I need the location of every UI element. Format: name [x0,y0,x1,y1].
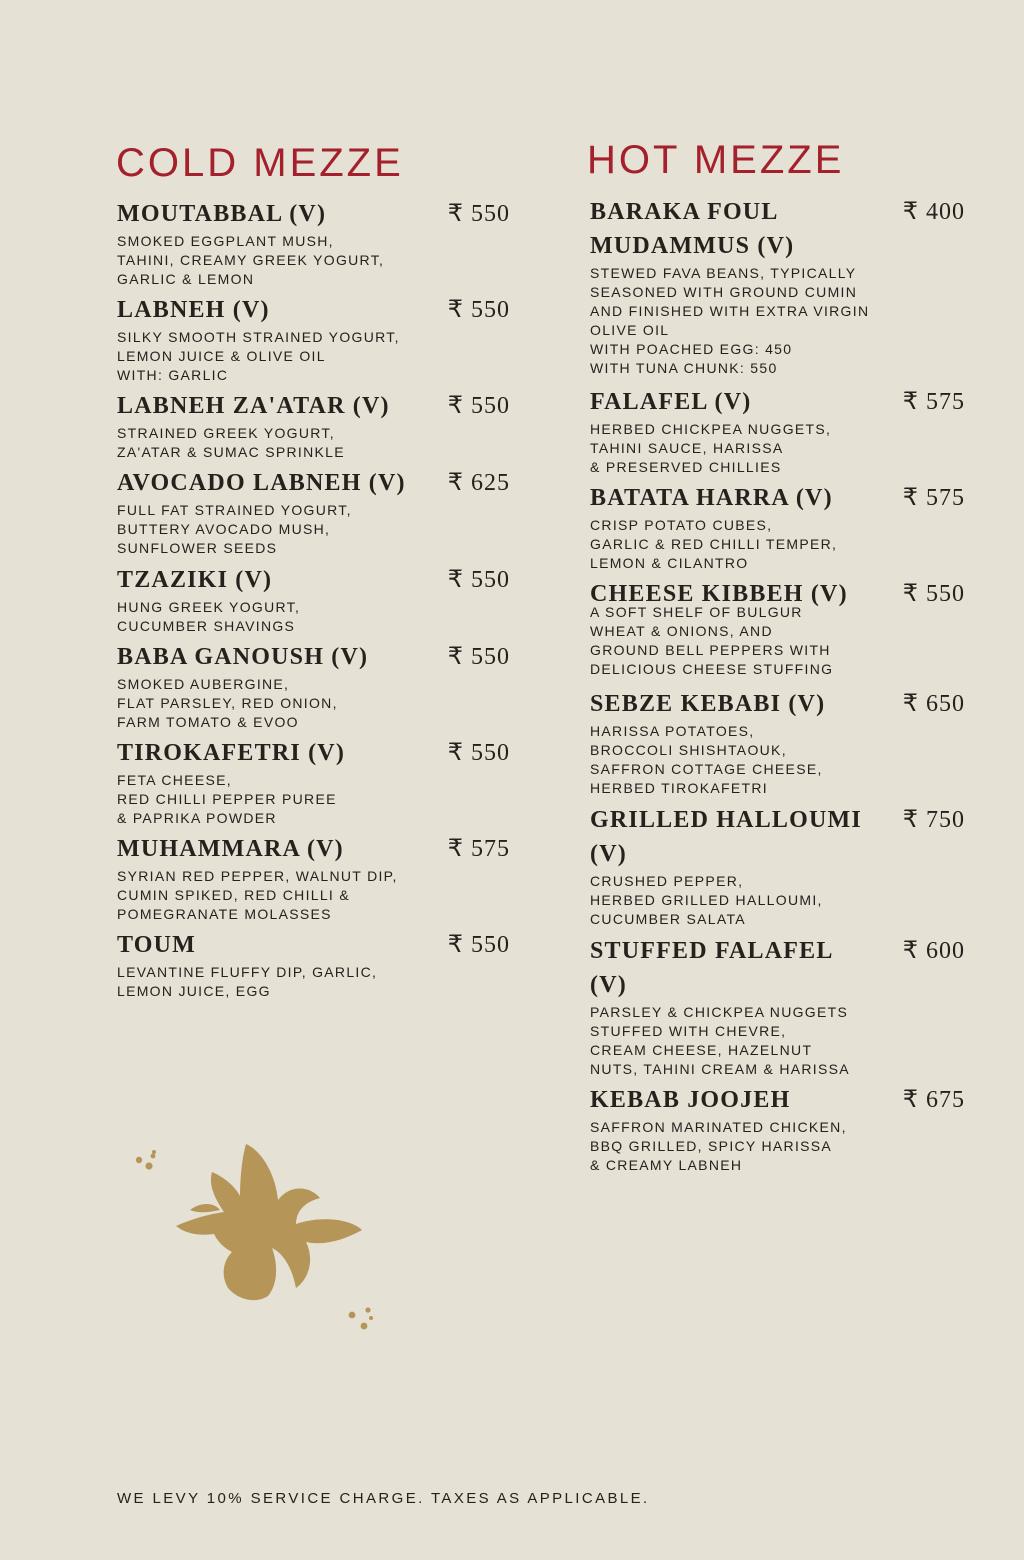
cold-menu-item [117,640,510,732]
hot-menu-item [590,385,965,477]
item-name: BATATA HARRA (V) [590,485,833,511]
item-name: GRILLED HALLOUMI [590,807,862,833]
item-description: SAFFRON MARINATED CHICKEN, BBQ GRILLED, SPICY HARISSA & CREAMY LABNEH [590,1119,847,1173]
hot-menu-item [590,1083,965,1175]
item-price: ₹ 550 [447,297,510,323]
cold-mezze-title: COLD MEZZE [116,141,404,185]
item-description: A SOFT SHELF OF BULGUR WHEAT & ONIONS, AND GROUND BELL PEPPERS WITH DELICIOUS CHEESE STUFFING [590,604,834,677]
item-name: CHEESE KIBBEH (V) [590,581,848,607]
hot-menu-item [590,934,965,1079]
item-description: HERBED CHICKPEA NUGGETS, TAHINI SAUCE, HARISSA & PRESERVED CHILLIES [590,421,832,475]
item-description: SMOKED EGGPLANT MUSH, TAHINI, CREAMY GREEK YOGURT, GARLIC & LEMON [117,233,385,287]
item-price: ₹ 625 [447,470,510,496]
item-price: ₹ 550 [447,393,510,419]
item-description: SMOKED AUBERGINE, FLAT PARSLEY, RED ONION, FARM TOMATO & EVOO [117,676,338,730]
item-name: TIROKAFETRI (V) [117,740,346,766]
item-name: KEBAB JOOJEH [590,1087,791,1113]
item-price: ₹ 550 [447,740,510,766]
item-description: FETA CHEESE, RED CHILLI PEPPER PUREE & PAPRIKA POWDER [117,772,337,826]
item-name: AVOCADO LABNEH (V) [117,470,406,496]
item-name: BARAKA FOUL [590,199,779,225]
item-description: SYRIAN RED PEPPER, WALNUT DIP, CUMIN SPIKED, RED CHILLI & POMEGRANATE MOLASSES [117,868,398,922]
item-name: FALAFEL (V) [590,389,752,415]
item-description: CRISP POTATO CUBES, GARLIC & RED CHILLI TEMPER, LEMON & CILANTRO [590,517,838,571]
item-price: ₹ 550 [902,581,965,607]
item-description: CRUSHED PEPPER, HERBED GRILLED HALLOUMI, CUCUMBER SALATA [590,873,823,927]
gold-flower-icon [128,1138,378,1338]
hot-mezze-title: HOT MEZZE [587,138,845,182]
item-description: HUNG GREEK YOGURT, CUCUMBER SHAVINGS [117,599,301,634]
item-price: ₹ 575 [902,389,965,415]
item-description: FULL FAT STRAINED YOGURT, BUTTERY AVOCADO MUSH, SUNFLOWER SEEDS [117,502,352,556]
item-price: ₹ 600 [902,938,965,964]
hot-menu-item [590,577,965,679]
item-name-line2: MUDAMMUS (V) [590,233,795,259]
item-name-line2: (V) [590,972,627,998]
service-charge-note: WE LEVY 10% SERVICE CHARGE. TAXES AS APPLICABLE. [117,1490,650,1507]
item-price: ₹ 550 [447,201,510,227]
item-description: STRAINED GREEK YOGURT, ZA'ATAR & SUMAC SPRINKLE [117,425,345,460]
item-name: LABNEH (V) [117,297,270,323]
cold-menu-item [117,736,510,828]
item-description: PARSLEY & CHICKPEA NUGGETS STUFFED WITH CHEVRE, CREAM CHEESE, HAZELNUT NUTS, TAHINI CREAM & HARISSA [590,1004,850,1077]
hot-menu-item [590,803,965,929]
item-price: ₹ 550 [447,644,510,670]
cold-menu-item [117,293,510,385]
item-name: TOUM [117,932,197,958]
item-price: ₹ 675 [902,1087,965,1113]
cold-menu-item [117,389,510,462]
item-price: ₹ 550 [447,567,510,593]
cold-menu-item [117,832,510,924]
cold-menu-item [117,466,510,558]
item-description: STEWED FAVA BEANS, TYPICALLY SEASONED WITH GROUND CUMIN AND FINISHED WITH EXTRA VIRGIN OLIVE OIL WITH POACHED EGG: 450 WITH TUNA CHUNK: 550 [590,265,870,376]
item-description: LEVANTINE FLUFFY DIP, GARLIC, LEMON JUICE, EGG [117,964,378,999]
item-description: SILKY SMOOTH STRAINED YOGURT, LEMON JUICE & OLIVE OIL WITH: GARLIC [117,329,400,383]
item-price: ₹ 575 [902,485,965,511]
item-name: BABA GANOUSH (V) [117,644,369,670]
item-price: ₹ 575 [447,836,510,862]
hot-menu-item [590,195,965,378]
hot-menu-item [590,687,965,798]
item-name: MOUTABBAL (V) [117,201,327,227]
item-name-line2: (V) [590,841,627,867]
item-name: TZAZIKI (V) [117,567,273,593]
item-name: LABNEH ZA'ATAR (V) [117,393,390,419]
item-name: MUHAMMARA (V) [117,836,344,862]
cold-menu-item [117,197,510,289]
item-price: ₹ 400 [902,199,965,225]
item-price: ₹ 750 [902,807,965,833]
hot-menu-item [590,481,965,573]
item-name: SEBZE KEBABI (V) [590,691,826,717]
cold-menu-item [117,563,510,636]
item-price: ₹ 550 [447,932,510,958]
item-price: ₹ 650 [902,691,965,717]
item-name: STUFFED FALAFEL [590,938,834,964]
item-description: HARISSA POTATOES, BROCCOLI SHISHTAOUK, SAFFRON COTTAGE CHEESE, HERBED TIROKAFETRI [590,723,823,796]
cold-menu-item [117,928,510,1001]
